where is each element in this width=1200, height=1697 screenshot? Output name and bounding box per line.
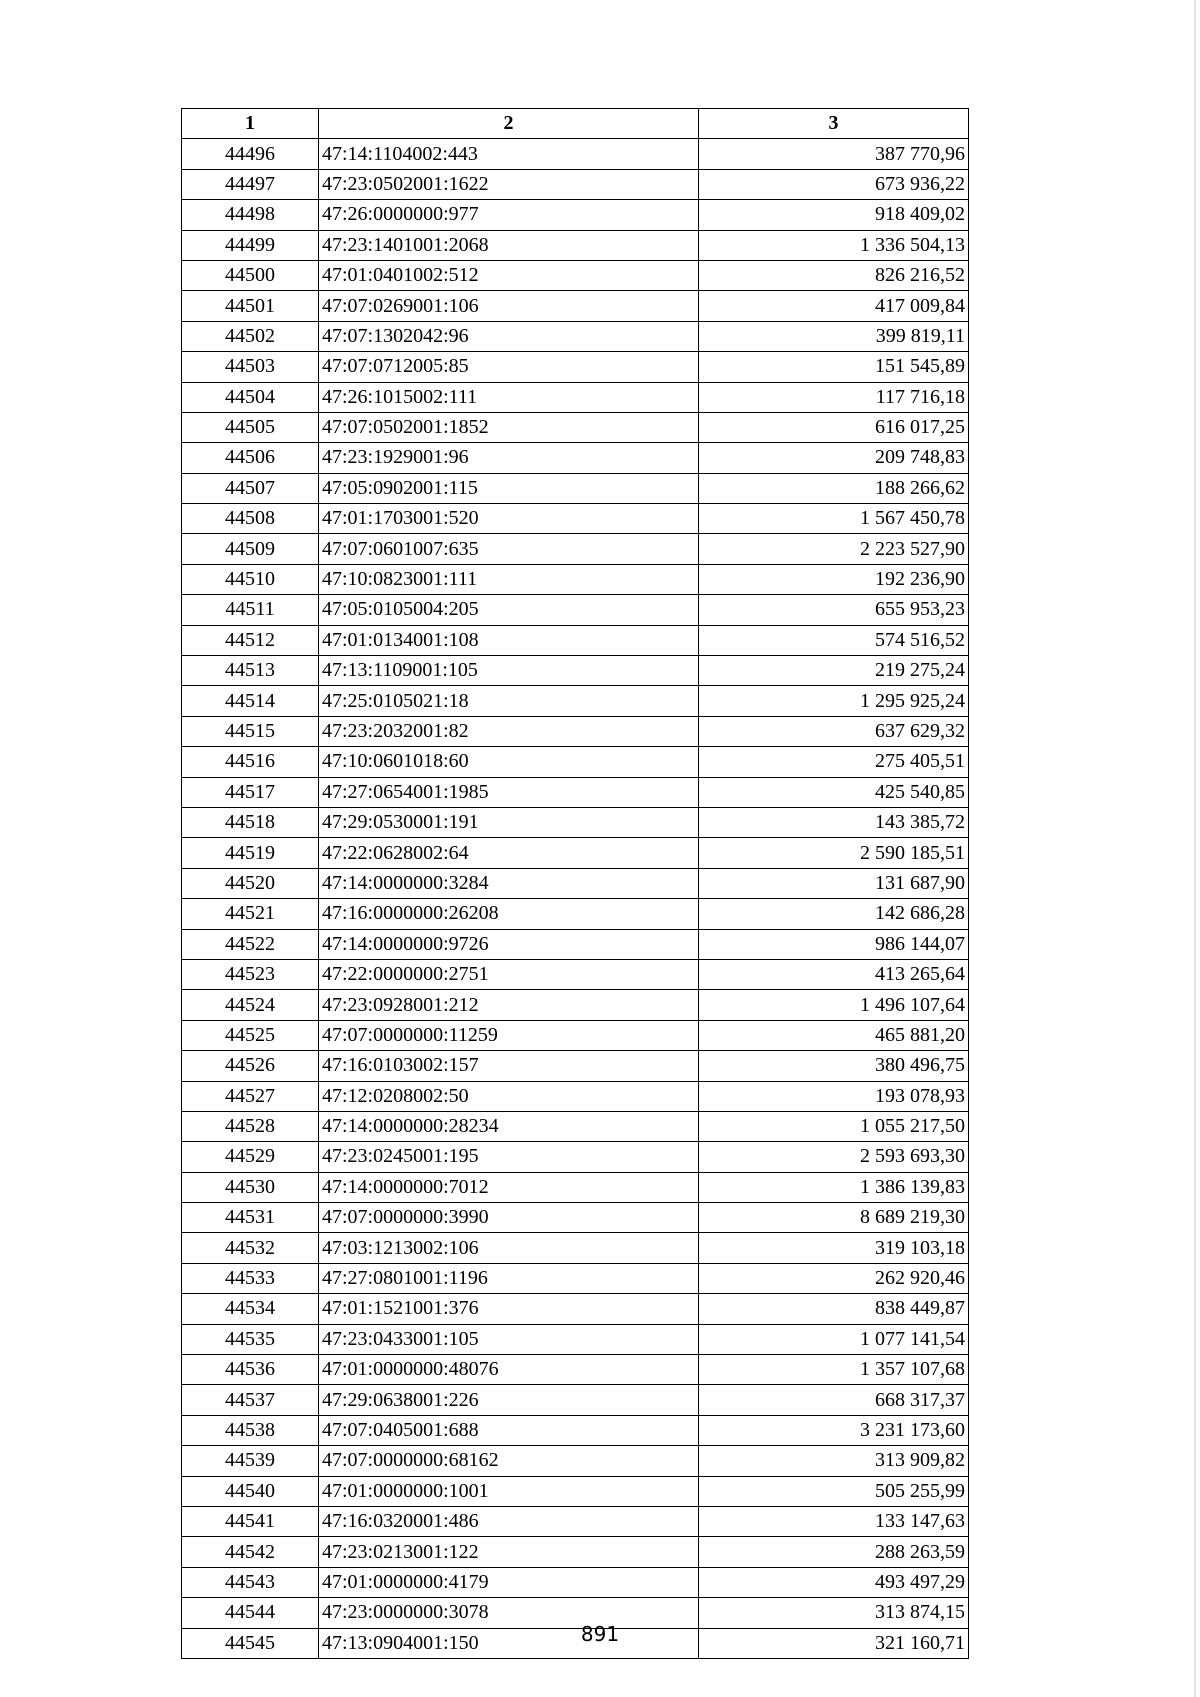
value-cell: 313 909,82 [699,1446,969,1476]
row-number-cell: 44508 [182,504,319,534]
cadastral-number-cell: 47:25:0105021:18 [319,686,699,716]
cadastral-number-cell: 47:22:0000000:2751 [319,959,699,989]
row-number-cell: 44513 [182,656,319,686]
value-cell: 2 593 693,30 [699,1142,969,1172]
cadastral-number-cell: 47:14:1104002:443 [319,139,699,169]
value-cell: 387 770,96 [699,139,969,169]
value-cell: 209 748,83 [699,443,969,473]
table-row [182,139,969,169]
cadastral-number-cell: 47:01:0000000:1001 [319,1476,699,1506]
value-cell: 637 629,32 [699,716,969,746]
cadastral-number-cell: 47:07:0405001:688 [319,1415,699,1445]
table-row [182,321,969,351]
row-number-cell: 44533 [182,1263,319,1293]
value-cell: 188 266,62 [699,473,969,503]
row-number-cell: 44526 [182,1051,319,1081]
cadastral-number-cell: 47:23:0502001:1622 [319,169,699,199]
value-cell: 673 936,22 [699,169,969,199]
value-cell: 986 144,07 [699,929,969,959]
cadastral-number-cell: 47:16:0000000:26208 [319,899,699,929]
cadastral-number-cell: 47:01:1703001:520 [319,504,699,534]
cadastral-number-cell: 47:07:0000000:11259 [319,1020,699,1050]
cadastral-number-cell: 47:23:0433001:105 [319,1324,699,1354]
row-number-cell: 44511 [182,595,319,625]
row-number-cell: 44515 [182,716,319,746]
value-cell: 399 819,11 [699,321,969,351]
table-row [182,1385,969,1415]
cadastral-number-cell: 47:14:0000000:7012 [319,1172,699,1202]
value-cell: 838 449,87 [699,1294,969,1324]
row-number-cell: 44509 [182,534,319,564]
table-row [182,1051,969,1081]
row-number-cell: 44528 [182,1111,319,1141]
row-number-cell: 44539 [182,1446,319,1476]
value-cell: 151 545,89 [699,352,969,382]
table-row [182,656,969,686]
cadastral-number-cell: 47:23:2032001:82 [319,716,699,746]
table-row [182,1020,969,1050]
value-cell: 1 055 217,50 [699,1111,969,1141]
page-edge-divider [1194,0,1196,1697]
table-row [182,1355,969,1385]
value-cell: 918 409,02 [699,200,969,230]
row-number-cell: 44502 [182,321,319,351]
cadastral-number-cell: 47:01:0401002:512 [319,260,699,290]
cadastral-number-cell: 47:14:0000000:9726 [319,929,699,959]
value-cell: 1 336 504,13 [699,230,969,260]
value-cell: 319 103,18 [699,1233,969,1263]
value-cell: 288 263,59 [699,1537,969,1567]
row-number-cell: 44517 [182,777,319,807]
table-row [182,473,969,503]
value-cell: 574 516,52 [699,625,969,655]
table-row [182,807,969,837]
row-number-cell: 44519 [182,838,319,868]
table-row [182,382,969,412]
value-cell: 655 953,23 [699,595,969,625]
value-cell: 142 686,28 [699,899,969,929]
table-row [182,200,969,230]
value-cell: 8 689 219,30 [699,1203,969,1233]
value-cell: 321 160,71 [699,1628,969,1658]
cadastral-number-cell: 47:01:0134001:108 [319,625,699,655]
cadastral-number-cell: 47:29:0530001:191 [319,807,699,837]
page-number: 891 [580,1622,620,1646]
table-row [182,1567,969,1597]
cadastral-number-cell: 47:07:0502001:1852 [319,412,699,442]
column-header-3: 3 [699,109,969,139]
table-row [182,1203,969,1233]
row-number-cell: 44536 [182,1355,319,1385]
value-cell: 616 017,25 [699,412,969,442]
row-number-cell: 44543 [182,1567,319,1597]
cadastral-number-cell: 47:23:0928001:212 [319,990,699,1020]
cadastral-number-cell: 47:01:1521001:376 [319,1294,699,1324]
table-header [182,109,969,139]
row-number-cell: 44532 [182,1233,319,1263]
row-number-cell: 44529 [182,1142,319,1172]
cadastral-number-cell: 47:16:0103002:157 [319,1051,699,1081]
value-cell: 1 567 450,78 [699,504,969,534]
table-row [182,1142,969,1172]
table-row [182,625,969,655]
cadastral-number-cell: 47:07:0712005:85 [319,352,699,382]
value-cell: 380 496,75 [699,1051,969,1081]
table-row [182,1537,969,1567]
table-row [182,1233,969,1263]
value-cell: 275 405,51 [699,747,969,777]
row-number-cell: 44545 [182,1628,319,1658]
row-number-cell: 44522 [182,929,319,959]
row-number-cell: 44499 [182,230,319,260]
value-cell: 1 496 107,64 [699,990,969,1020]
cadastral-number-cell: 47:27:0801001:1196 [319,1263,699,1293]
cadastral-number-cell: 47:26:1015002:111 [319,382,699,412]
table-row [182,868,969,898]
row-number-cell: 44520 [182,868,319,898]
row-number-cell: 44507 [182,473,319,503]
column-header-1: 1 [182,109,319,139]
table-row [182,1324,969,1354]
cadastral-number-cell: 47:07:1302042:96 [319,321,699,351]
cadastral-number-cell: 47:01:0000000:4179 [319,1567,699,1597]
row-number-cell: 44514 [182,686,319,716]
table-row [182,747,969,777]
row-number-cell: 44518 [182,807,319,837]
row-number-cell: 44497 [182,169,319,199]
table-row [182,1172,969,1202]
value-cell: 1 295 925,24 [699,686,969,716]
value-cell: 193 078,93 [699,1081,969,1111]
value-cell: 219 275,24 [699,656,969,686]
row-number-cell: 44530 [182,1172,319,1202]
cadastral-number-cell: 47:07:0000000:68162 [319,1446,699,1476]
table-row [182,777,969,807]
table-row [182,1111,969,1141]
value-cell: 1 357 107,68 [699,1355,969,1385]
table-row [182,412,969,442]
cadastral-number-cell: 47:23:1929001:96 [319,443,699,473]
cadastral-number-cell: 47:03:1213002:106 [319,1233,699,1263]
value-cell: 465 881,20 [699,1020,969,1050]
row-number-cell: 44516 [182,747,319,777]
table-row [182,1415,969,1445]
value-cell: 826 216,52 [699,260,969,290]
table-body [182,139,969,1659]
cadastral-number-cell: 47:05:0105004:205 [319,595,699,625]
row-number-cell: 44521 [182,899,319,929]
value-cell: 131 687,90 [699,868,969,898]
value-cell: 493 497,29 [699,1567,969,1597]
cadastral-number-cell: 47:14:0000000:28234 [319,1111,699,1141]
value-cell: 1 077 141,54 [699,1324,969,1354]
row-number-cell: 44538 [182,1415,319,1445]
row-number-cell: 44503 [182,352,319,382]
value-cell: 425 540,85 [699,777,969,807]
row-number-cell: 44534 [182,1294,319,1324]
cadastral-number-cell: 47:07:0000000:3990 [319,1203,699,1233]
row-number-cell: 44524 [182,990,319,1020]
value-cell: 3 231 173,60 [699,1415,969,1445]
cadastral-number-cell: 47:23:0000000:3078 [319,1598,699,1628]
cadastral-number-cell: 47:23:0245001:195 [319,1142,699,1172]
value-cell: 668 317,37 [699,1385,969,1415]
value-cell: 2 223 527,90 [699,534,969,564]
row-number-cell: 44541 [182,1506,319,1536]
cadastral-number-cell: 47:16:0320001:486 [319,1506,699,1536]
cadastral-number-cell: 47:13:1109001:105 [319,656,699,686]
cadastral-number-cell: 47:22:0628002:64 [319,838,699,868]
table-row [182,595,969,625]
table-row [182,1263,969,1293]
cadastral-number-cell: 47:23:0213001:122 [319,1537,699,1567]
table-row [182,1294,969,1324]
row-number-cell: 44525 [182,1020,319,1050]
table-row [182,564,969,594]
row-number-cell: 44535 [182,1324,319,1354]
row-number-cell: 44500 [182,260,319,290]
cadastral-number-cell: 47:12:0208002:50 [319,1081,699,1111]
table-row [182,1446,969,1476]
table-row [182,504,969,534]
row-number-cell: 44498 [182,200,319,230]
table-row [182,990,969,1020]
row-number-cell: 44504 [182,382,319,412]
table-row [182,291,969,321]
row-number-cell: 44496 [182,139,319,169]
header-row [182,109,969,139]
value-cell: 192 236,90 [699,564,969,594]
value-cell: 143 385,72 [699,807,969,837]
cadastral-number-cell: 47:14:0000000:3284 [319,868,699,898]
table-row [182,260,969,290]
value-cell: 133 147,63 [699,1506,969,1536]
row-number-cell: 44505 [182,412,319,442]
cadastral-number-cell: 47:07:0601007:635 [319,534,699,564]
row-number-cell: 44531 [182,1203,319,1233]
table-row [182,1506,969,1536]
table-row [182,169,969,199]
value-cell: 2 590 185,51 [699,838,969,868]
table-row [182,352,969,382]
row-number-cell: 44523 [182,959,319,989]
value-cell: 262 920,46 [699,1263,969,1293]
cadastral-number-cell: 47:10:0823001:111 [319,564,699,594]
cadastral-number-cell: 47:23:1401001:2068 [319,230,699,260]
registry-table [181,108,969,1659]
value-cell: 313 874,15 [699,1598,969,1628]
cadastral-number-cell: 47:05:0902001:115 [319,473,699,503]
table-row [182,230,969,260]
table-row [182,1476,969,1506]
table-row [182,534,969,564]
row-number-cell: 44540 [182,1476,319,1506]
cadastral-number-cell: 47:07:0269001:106 [319,291,699,321]
table-row [182,716,969,746]
row-number-cell: 44506 [182,443,319,473]
cadastral-number-cell: 47:01:0000000:48076 [319,1355,699,1385]
value-cell: 417 009,84 [699,291,969,321]
table-row [182,838,969,868]
cadastral-number-cell: 47:13:0904001:150 [319,1628,699,1658]
table-row [182,686,969,716]
table-row [182,443,969,473]
value-cell: 1 386 139,83 [699,1172,969,1202]
row-number-cell: 44527 [182,1081,319,1111]
table-row [182,899,969,929]
cadastral-number-cell: 47:29:0638001:226 [319,1385,699,1415]
column-header-2: 2 [319,109,699,139]
cadastral-number-cell: 47:26:0000000:977 [319,200,699,230]
value-cell: 413 265,64 [699,959,969,989]
table-row [182,959,969,989]
table-row [182,929,969,959]
value-cell: 117 716,18 [699,382,969,412]
row-number-cell: 44542 [182,1537,319,1567]
row-number-cell: 44501 [182,291,319,321]
row-number-cell: 44510 [182,564,319,594]
cadastral-number-cell: 47:27:0654001:1985 [319,777,699,807]
row-number-cell: 44537 [182,1385,319,1415]
cadastral-number-cell: 47:10:0601018:60 [319,747,699,777]
row-number-cell: 44512 [182,625,319,655]
value-cell: 505 255,99 [699,1476,969,1506]
table-row [182,1081,969,1111]
row-number-cell: 44544 [182,1598,319,1628]
